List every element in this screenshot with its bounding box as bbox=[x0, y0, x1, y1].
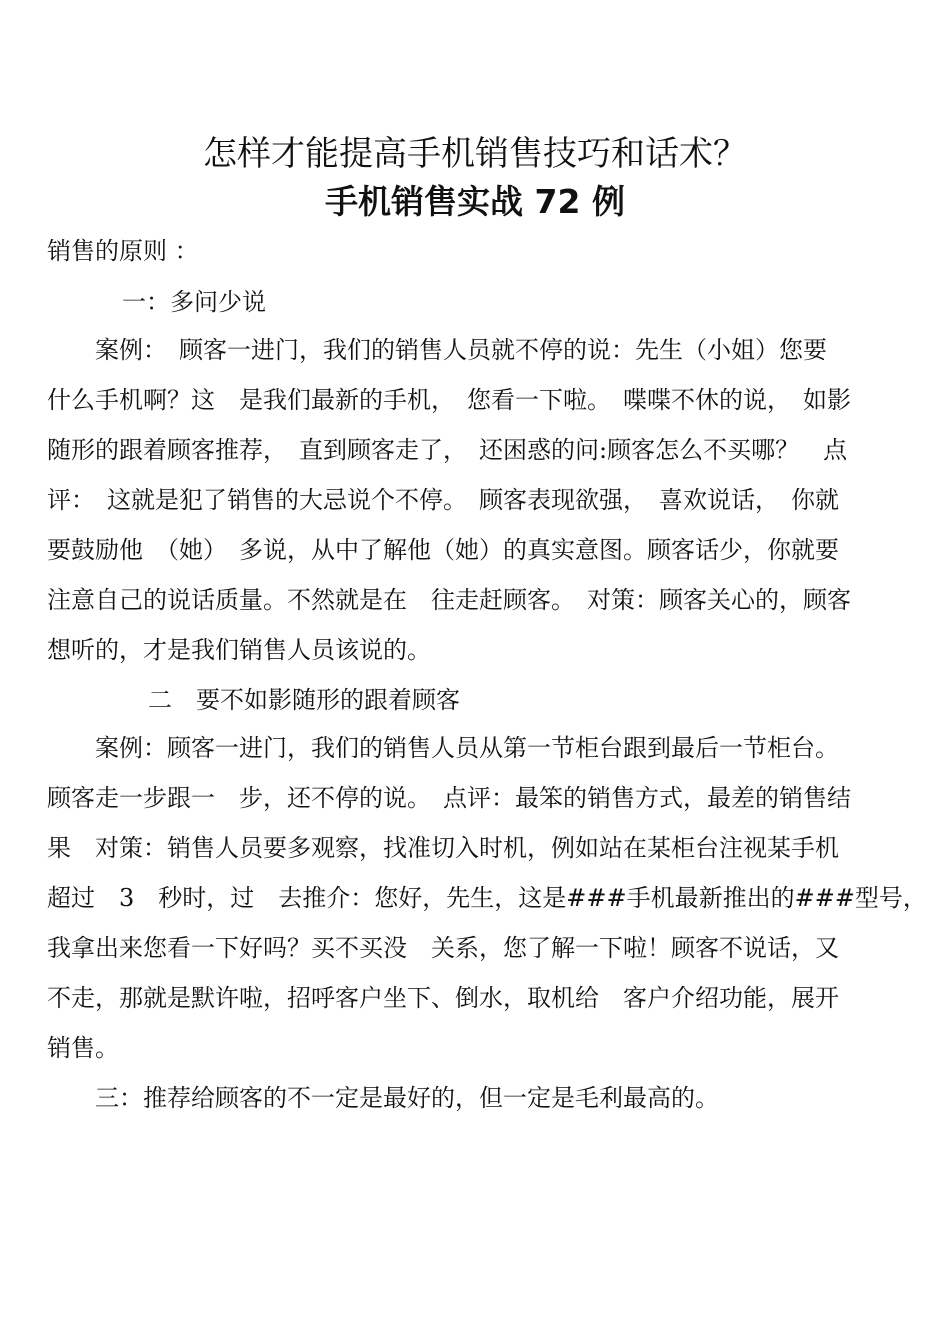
paragraph-line: 销售。 bbox=[47, 1034, 119, 1062]
document-subtitle: 手机销售实战 72 例 bbox=[325, 182, 625, 221]
paragraph-line: 评： 这就是犯了销售的大忌说个不停。 顾客表现欲强， 喜欢说话， 你就 bbox=[47, 486, 839, 514]
paragraph-line: 注意自己的说话质量。不然就是在 往走赶顾客。 对策：顾客关心的，顾客 bbox=[47, 586, 851, 614]
paragraph-line: 什么手机啊？这 是我们最新的手机， 您看一下啦。 喋喋不休的说， 如影 bbox=[47, 386, 851, 414]
paragraph-1 bbox=[47, 325, 892, 675]
paragraph-2 bbox=[47, 723, 927, 1073]
section-label: 销售的原则 ： bbox=[47, 237, 199, 265]
paragraph-line: 果 对策：销售人员要多观察，找准切入时机，例如站在某柜台注视某手机 bbox=[47, 834, 839, 862]
paragraph-line: 超过 3 秒时，过 去推介：您好，先生，这是###手机最新推出的###型号， bbox=[47, 884, 927, 912]
paragraph-line: 案例：顾客一进门，我们的销售人员从第一节柜台跟到最后一节柜台。 bbox=[47, 734, 839, 762]
paragraph-line: 要鼓励他 （她） 多说，从中了解他（她）的真实意图。顾客话少，你就要 bbox=[47, 536, 839, 564]
paragraph-line: 不走，那就是默许啦，招呼客户坐下、倒水，取机给 客户介绍功能，展开 bbox=[47, 984, 839, 1012]
heading-2: 二 要不如影随形的跟着顾客 bbox=[148, 686, 460, 714]
document-title: 怎样才能提高手机销售技巧和话术？ bbox=[203, 134, 747, 174]
paragraph-line: 案例： 顾客一进门，我们的销售人员就不停的说：先生（小姐）您要 bbox=[47, 336, 827, 364]
paragraph-line: 想听的，才是我们销售人员该说的。 bbox=[47, 636, 431, 664]
paragraph-line: 我拿出来您看一下好吗？买不买没 关系，您了解一下啦！顾客不说话，又 bbox=[47, 934, 839, 962]
paragraph-3 bbox=[47, 1073, 892, 1123]
heading-1: 一：多问少说 bbox=[122, 288, 266, 316]
paragraph-line: 三：推荐给顾客的不一定是最好的，但一定是毛利最高的。 bbox=[47, 1084, 719, 1112]
paragraph-line: 随形的跟着顾客推荐， 直到顾客走了， 还困惑的问:顾客怎么不买哪？ 点 bbox=[47, 436, 848, 464]
paragraph-line: 顾客走一步跟一 步，还不停的说。 点评：最笨的销售方式，最差的销售结 bbox=[47, 784, 851, 812]
